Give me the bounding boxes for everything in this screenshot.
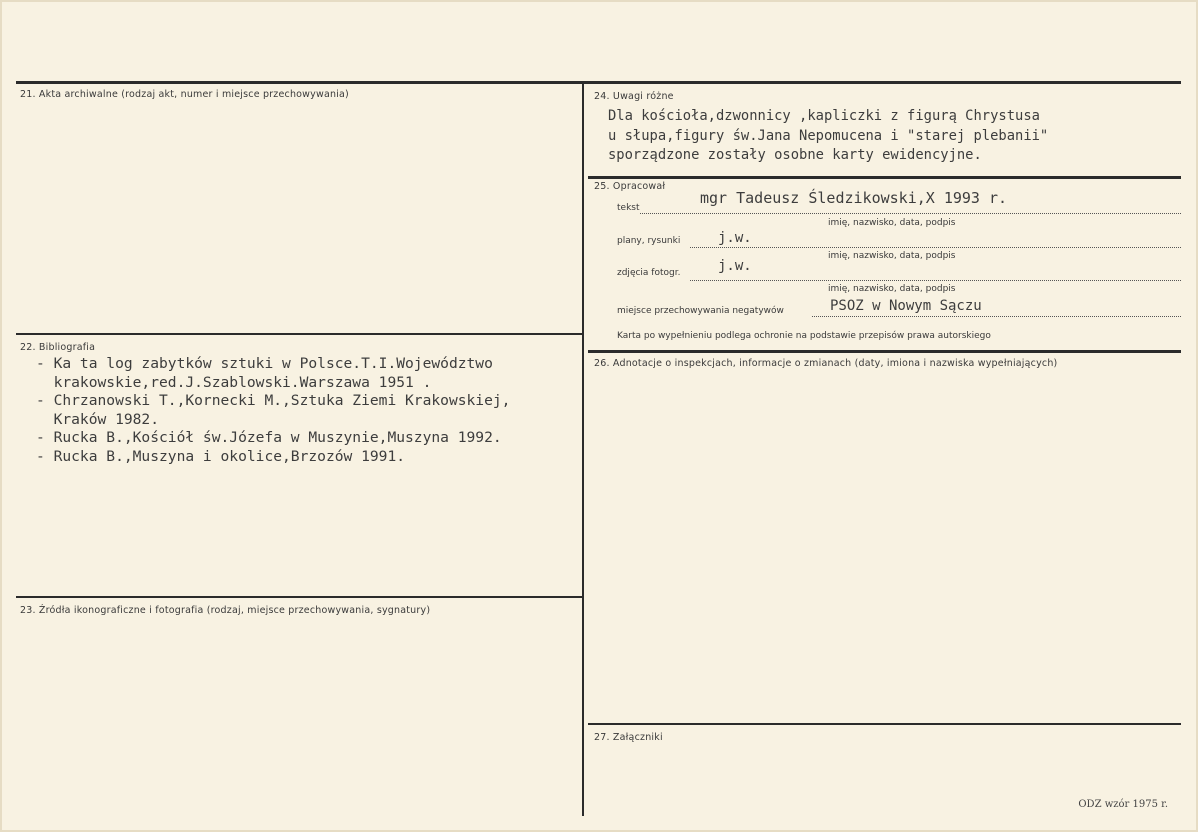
plany-value: j.w. bbox=[718, 230, 752, 246]
rule-25-26 bbox=[588, 350, 1181, 353]
top-rule bbox=[16, 81, 1181, 84]
bibliography-line: - Rucka B.,Kościół św.Józefa w Muszynie,Muszyna 1992. bbox=[36, 429, 502, 447]
negatywy-label: miejsce przechowywania negatywów bbox=[617, 306, 784, 316]
tekst-hint: imię, nazwisko, data, podpis bbox=[828, 218, 956, 228]
section-25-label: 25. Opracował bbox=[594, 181, 666, 192]
negatywy-line bbox=[812, 316, 1181, 317]
remarks-line: u słupa,figury św.Jana Nepomucena i "starej plebanii" bbox=[608, 127, 1049, 144]
plany-line bbox=[690, 247, 1181, 248]
rule-26-27 bbox=[588, 723, 1181, 725]
zdjecia-label: zdjęcia fotogr. bbox=[617, 268, 681, 278]
zdjecia-line bbox=[690, 280, 1181, 281]
remarks-text bbox=[608, 107, 1048, 166]
remarks-line: Dla kościoła,dzwonnicy ,kapliczki z figurą Chrystusa bbox=[608, 108, 1040, 124]
tekst-label: tekst bbox=[617, 203, 640, 213]
rule-22-23 bbox=[16, 596, 582, 598]
section-23-label: 23. Źródła ikonograficzne i fotografia (rodzaj, miejsce przechowywania, sygnatury) bbox=[20, 605, 431, 616]
bibliography-line: - Chrzanowski T.,Kornecki M.,Sztuka Ziemi Krakowskiej, bbox=[36, 392, 511, 410]
section-21-label: 21. Akta archiwalne (rodzaj akt, numer i miejsce przechowywania) bbox=[20, 89, 349, 100]
bibliography-line: krakowskie,red.J.Szablowski.Warszawa 1951 . bbox=[36, 373, 432, 391]
bibliography-line: - Ka ta log zabytków sztuki w Polsce.T.I.Województwo bbox=[36, 355, 493, 372]
rule-24-25 bbox=[588, 176, 1181, 179]
section-22-label: 22. Bibliografia bbox=[20, 342, 96, 353]
form-code: ODZ wzór 1975 r. bbox=[1078, 799, 1168, 810]
negatywy-value: PSOZ w Nowym Sączu bbox=[830, 298, 982, 314]
bibliography-line: Kraków 1982. bbox=[36, 410, 160, 428]
section-24-label: 24. Uwagi różne bbox=[594, 91, 674, 102]
copyright-note: Karta po wypełnieniu podlega ochronie na podstawie przepisów prawa autorskiego bbox=[617, 331, 991, 341]
section-27-label: 27. Załączniki bbox=[594, 732, 663, 743]
bibliography-list bbox=[36, 355, 510, 467]
plany-label: plany, rysunki bbox=[617, 236, 681, 246]
tekst-line bbox=[640, 213, 1181, 214]
rule-21-22 bbox=[16, 333, 582, 335]
tekst-value: mgr Tadeusz Śledzikowski,X 1993 r. bbox=[700, 189, 1008, 207]
zdjecia-hint: imię, nazwisko, data, podpis bbox=[828, 284, 956, 294]
zdjecia-value: j.w. bbox=[718, 258, 752, 274]
center-divider bbox=[582, 82, 584, 816]
remarks-line: sporządzone zostały osobne karty ewidencyjne. bbox=[608, 147, 982, 163]
section-26-label: 26. Adnotacje o inspekcjach, informacje o zmianach (daty, imiona i nazwiska wypełniających) bbox=[594, 358, 1058, 369]
plany-hint: imię, nazwisko, data, podpis bbox=[828, 251, 956, 261]
bibliography-line: - Rucka B.,Muszyna i okolice,Brzozów 1991. bbox=[36, 447, 406, 465]
